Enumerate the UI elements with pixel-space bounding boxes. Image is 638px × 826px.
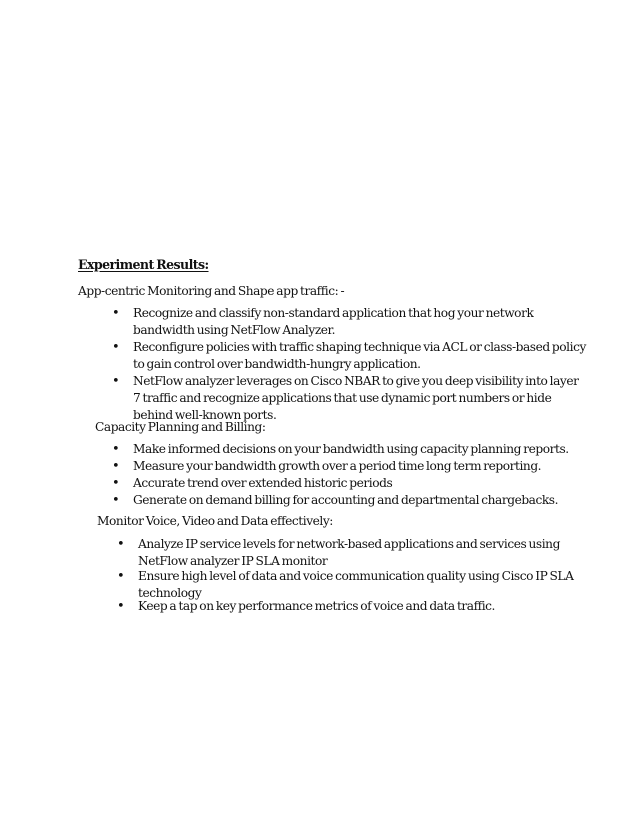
monitor-voice-video-title: Monitor Voice, Video and Data effectively: bbox=[97, 514, 333, 528]
bullet-icon: • bbox=[112, 374, 120, 389]
list-item-text: Generate on demand billing for accounting and departmental chargebacks. bbox=[133, 493, 559, 507]
list-item-text: Measure your bandwidth growth over a period time long term reporting. bbox=[133, 459, 542, 473]
bullet-icon: • bbox=[117, 569, 125, 584]
bullet-icon: • bbox=[112, 493, 120, 508]
bullet-icon: • bbox=[117, 537, 125, 552]
list-item-text: Make informed decisions on your bandwidth using capacity planning reports. bbox=[133, 442, 569, 456]
experiment-results-heading: Experiment Results: bbox=[78, 257, 209, 272]
bullet-icon: • bbox=[117, 599, 125, 614]
bullet-icon: • bbox=[112, 340, 120, 355]
capacity-planning-title: Capacity Planning and Billing: bbox=[95, 420, 266, 434]
bullet-icon: • bbox=[112, 459, 120, 474]
list-item-text: Reconfigure policies with traffic shaping technique via ACL or class-based policy to gain control over bandwidth-hungry application. bbox=[133, 340, 586, 371]
list-item-text: Accurate trend over extended historic periods bbox=[133, 476, 393, 490]
list-item-text: Analyze IP service levels for network-based applications and services using NetFlow analyzer IP SLA monitor bbox=[138, 537, 560, 568]
list-item-text: NetFlow analyzer leverages on Cisco NBAR to give you deep visibility into layer 7 traffic and recognize applications that use dynamic port numbers or hide behind well-known ports. bbox=[133, 374, 579, 422]
list-item-text: Ensure high level of data and voice communication quality using Cisco IP SLA technology bbox=[138, 569, 574, 600]
bullet-icon: • bbox=[112, 306, 120, 321]
bullet-icon: • bbox=[112, 476, 120, 491]
bullet-icon: • bbox=[112, 442, 120, 457]
list-item-text: Recognize and classify non-standard application that hog your network bandwidth using NetFlow Analyzer. bbox=[133, 306, 534, 337]
intro-line: App-centric Monitoring and Shape app traffic: - bbox=[78, 284, 345, 298]
list-item-text: Keep a tap on key performance metrics of voice and data traffic. bbox=[138, 599, 495, 613]
